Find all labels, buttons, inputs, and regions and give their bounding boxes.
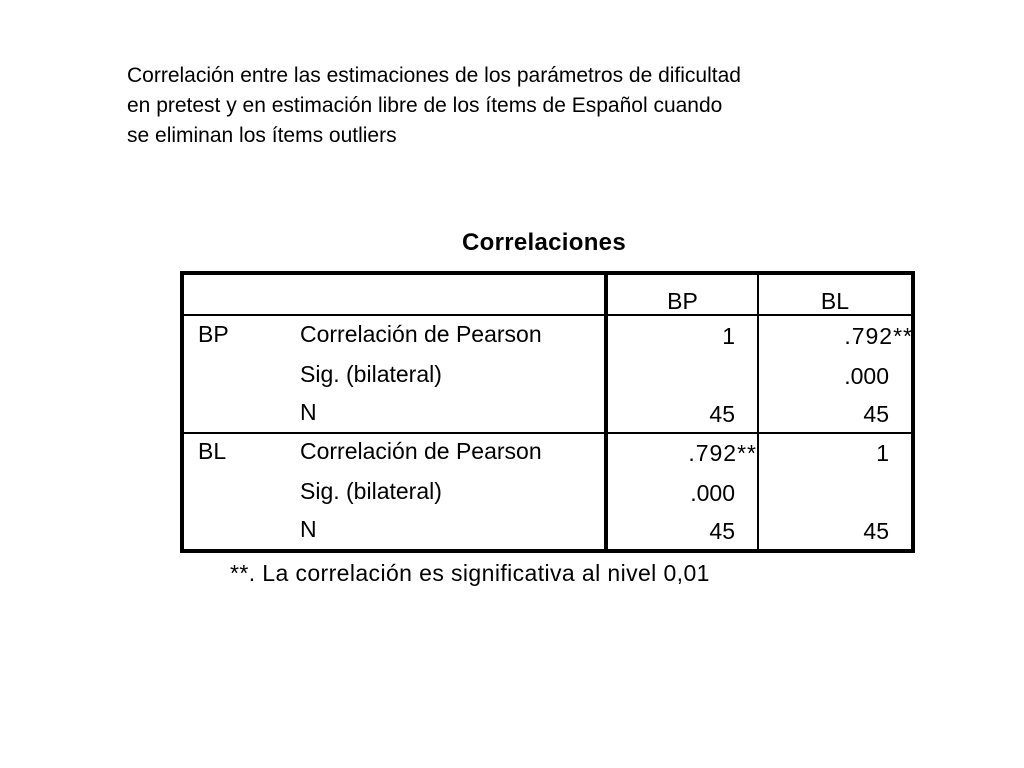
row-group-bl: BL bbox=[198, 438, 227, 464]
table-border-top bbox=[180, 271, 915, 275]
table-cell: .792** bbox=[844, 323, 913, 349]
correlation-table bbox=[180, 271, 915, 553]
table-title: Correlaciones bbox=[462, 229, 626, 256]
table-cell: .792** bbox=[688, 440, 757, 466]
caption-line-3: se eliminan los ítems outliers bbox=[127, 124, 397, 147]
table-border-bottom bbox=[180, 549, 915, 553]
column-header-bp: BP bbox=[667, 288, 698, 314]
table-cell: 45 bbox=[863, 518, 889, 544]
row-stat-label: Correlación de Pearson bbox=[300, 438, 542, 464]
row-stat-label: N bbox=[300, 399, 317, 425]
table-cell: 45 bbox=[709, 518, 735, 544]
row-stat-label: Sig. (bilateral) bbox=[300, 478, 442, 504]
table-cell: 45 bbox=[863, 401, 889, 427]
table-footnote: **. La correlación es significativa al nivel 0,01 bbox=[230, 560, 710, 586]
table-caption bbox=[127, 61, 927, 151]
table-cell: 1 bbox=[876, 440, 889, 466]
table-cell: .000 bbox=[690, 480, 735, 506]
table-cell: .000 bbox=[844, 363, 889, 389]
caption-line-1: Correlación entre las estimaciones de los parámetros de dificultad bbox=[127, 64, 741, 87]
table-cell: 45 bbox=[709, 401, 735, 427]
row-stat-label: N bbox=[300, 516, 317, 542]
row-stat-label: Correlación de Pearson bbox=[300, 321, 542, 347]
row-group-bp: BP bbox=[198, 321, 229, 347]
row-stat-label: Sig. (bilateral) bbox=[300, 361, 442, 387]
caption-line-2: en pretest y en estimación libre de los ítems de Español cuando bbox=[127, 94, 723, 117]
group-divider bbox=[180, 432, 915, 434]
column-header-bl: BL bbox=[820, 288, 850, 314]
table-cell: 1 bbox=[722, 323, 735, 349]
